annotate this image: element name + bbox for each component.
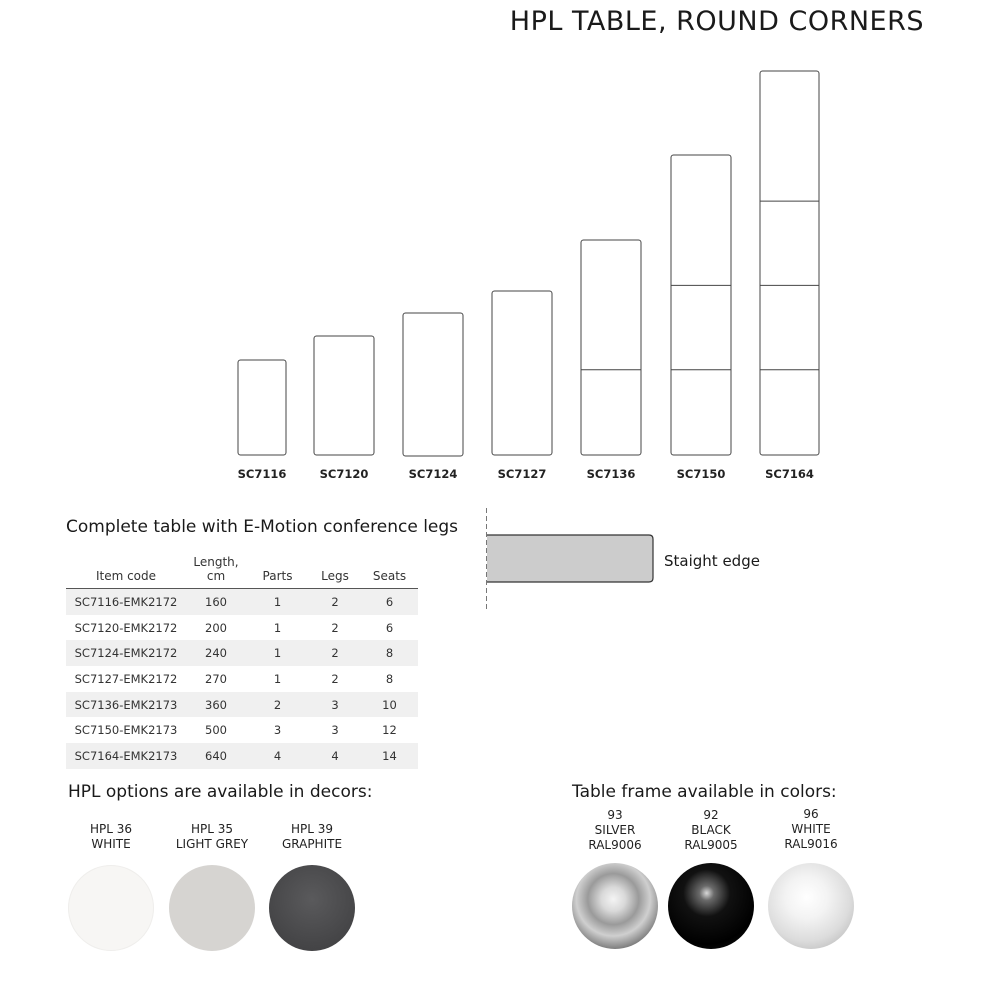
table-row: [66, 692, 418, 718]
frame-white-swatch: [768, 863, 854, 949]
cell-seats: 6: [361, 589, 418, 615]
table-top-sc7164: [760, 71, 819, 455]
table-code-label: SC7116: [237, 467, 287, 481]
frame-line3: RAL9005: [684, 838, 738, 852]
header-length-line2: cm: [206, 569, 226, 583]
decor-line2: LIGHT GREY: [175, 837, 249, 851]
cell-parts: 1: [246, 589, 309, 615]
cell-seats: 12: [382, 723, 397, 738]
cell-length: 240: [186, 640, 246, 666]
cell-legs: 2: [309, 589, 361, 615]
table-row: [66, 717, 418, 743]
cell-length: 200: [205, 620, 227, 635]
cell-seats: 8: [361, 640, 418, 666]
cell-length: 500: [205, 723, 227, 738]
table-top-sc7150: [671, 155, 731, 455]
decor-hpl36: [68, 822, 154, 852]
decor-hpl39: [269, 822, 355, 852]
cell-legs: 2: [331, 671, 339, 686]
decor-line1: HPL 35: [190, 822, 234, 836]
decor-line2: GRAPHITE: [281, 837, 343, 851]
cell-parts: 2: [246, 692, 309, 718]
header-length-line1: Length,: [193, 555, 239, 569]
frame-color-black: [668, 808, 754, 853]
cell-legs: 3: [331, 723, 339, 738]
header-parts: Parts: [246, 555, 309, 589]
cell-legs: 3: [309, 692, 361, 718]
cell-seats: 6: [385, 620, 394, 635]
table-code-label: SC7120: [319, 467, 369, 481]
frame-color-silver: [572, 808, 658, 853]
edge-profile-shape: [487, 535, 653, 582]
cell-legs: 2: [331, 620, 339, 635]
frame-line3: RAL9016: [784, 837, 838, 851]
cell-seats: 10: [361, 692, 418, 718]
cell-legs: 4: [309, 743, 361, 769]
table-row: [66, 615, 418, 641]
cell-length: 360: [186, 692, 246, 718]
header-seats: Seats: [361, 555, 418, 589]
header-legs: Legs: [309, 555, 361, 589]
table-top-sc7120: [314, 336, 374, 455]
table-row: [66, 640, 418, 666]
header-length: [186, 555, 246, 589]
cell-length: 270: [205, 671, 227, 686]
frame-line1: 96: [803, 807, 819, 821]
spec-heading: Complete table with E-Motion conference legs: [66, 517, 459, 537]
cell-length: 160: [186, 589, 246, 615]
decor-line1: HPL 39: [290, 822, 334, 836]
decor-line2: WHITE: [91, 837, 131, 851]
table-row: [66, 743, 418, 769]
cell-parts: 1: [273, 671, 282, 686]
frame-black-swatch: [668, 863, 754, 949]
cell-code: SC7120-EMK2172: [74, 620, 178, 635]
cell-code: SC7136-EMK2173: [66, 692, 186, 718]
cell-legs: 2: [309, 640, 361, 666]
cell-parts: 3: [273, 723, 282, 738]
page-title: HPL TABLE, ROUND CORNERS: [509, 6, 924, 37]
edge-label: Staight edge: [664, 552, 760, 570]
frame-line2: WHITE: [791, 822, 831, 836]
table-top-sc7136: [581, 240, 641, 455]
frame-color-white: [768, 807, 854, 852]
cell-code: SC7127-EMK2172: [74, 671, 178, 686]
cell-seats: 8: [385, 671, 394, 686]
table-code-label: SC7150: [676, 467, 726, 481]
frame-line2: BLACK: [691, 823, 731, 837]
header-item-code: Item code: [66, 555, 186, 589]
table-code-label: SC7124: [408, 467, 458, 481]
cell-parts: 1: [246, 640, 309, 666]
cell-code: SC7124-EMK2172: [66, 640, 186, 666]
table-top-sc7116: [238, 360, 286, 455]
cell-seats: 14: [361, 743, 418, 769]
table-row: [66, 666, 418, 692]
cell-code: SC7164-EMK2173: [66, 743, 186, 769]
table-row: [66, 589, 418, 615]
frame-silver-swatch: [572, 863, 658, 949]
frame-heading: Table frame available in colors:: [572, 782, 837, 802]
cell-length: 640: [186, 743, 246, 769]
tables-group: [238, 71, 819, 481]
spec-table: [66, 555, 418, 769]
table-code-label: SC7164: [765, 467, 814, 481]
decor-graphite-swatch: [269, 865, 355, 951]
spec-header-row: [66, 555, 418, 589]
table-code-label: SC7127: [497, 467, 547, 481]
table-top-sc7127: [492, 291, 552, 455]
decor-light-grey-swatch: [169, 865, 255, 951]
cell-code: SC7150-EMK2173: [74, 723, 178, 738]
table-code-label: SC7136: [586, 467, 636, 481]
decor-line1: HPL 36: [89, 822, 133, 836]
frame-line1: 93: [607, 808, 623, 822]
frame-line2: SILVER: [594, 823, 636, 837]
frame-line3: RAL9006: [588, 838, 642, 852]
decor-hpl35: [169, 822, 255, 852]
edge-profile-diagram: [480, 508, 680, 618]
hpl-heading: HPL options are available in decors:: [68, 782, 373, 802]
frame-line1: 92: [703, 808, 719, 822]
table-top-sc7124: [403, 313, 463, 456]
cell-parts: 4: [246, 743, 309, 769]
cell-parts: 1: [273, 620, 282, 635]
decor-white-swatch: [68, 865, 154, 951]
cell-code: SC7116-EMK2172: [66, 589, 186, 615]
